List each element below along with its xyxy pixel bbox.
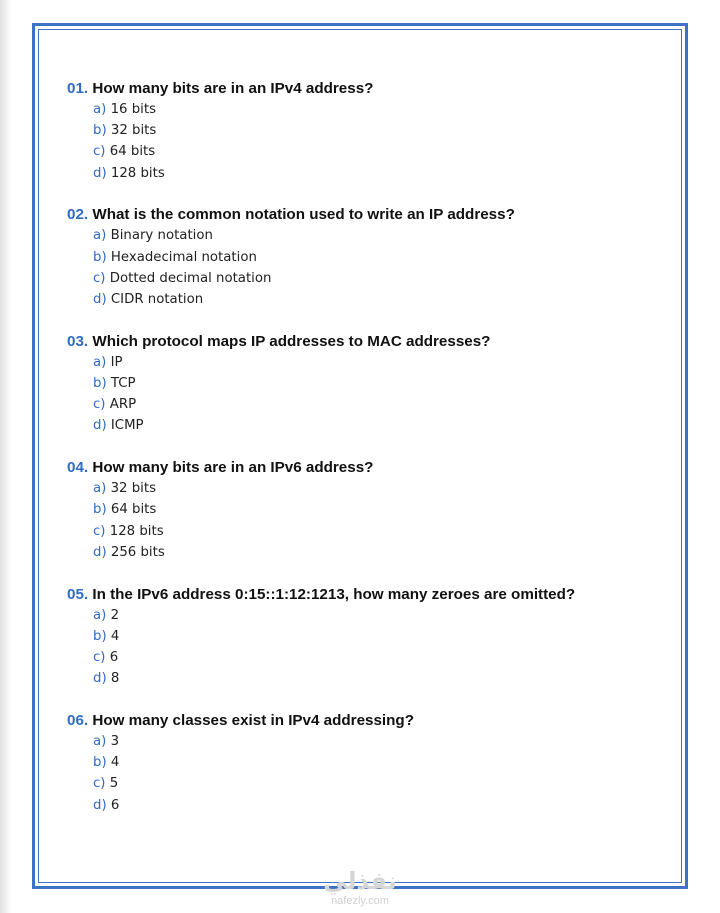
question-1-title	[67, 79, 677, 99]
question-text: How many classes exist in IPv4 addressing?	[92, 711, 414, 729]
option-c	[93, 647, 677, 668]
option-letter: d)	[93, 797, 107, 813]
watermark-site: nafezly.com	[331, 895, 389, 907]
option-text: 8	[110, 671, 120, 687]
option-letter: a)	[93, 354, 107, 370]
option-letter: b)	[93, 628, 107, 644]
question-2	[67, 205, 677, 331]
option-b	[93, 120, 677, 141]
option-letter: a)	[93, 102, 107, 117]
option-text: 6	[109, 649, 119, 665]
option-list	[93, 731, 677, 816]
option-d	[93, 163, 677, 184]
question-number: 06.	[67, 711, 89, 729]
option-a	[93, 731, 677, 752]
option-text: 32 bits	[110, 481, 157, 497]
option-text: 16 bits	[110, 102, 157, 117]
option-text: 128 bits	[110, 165, 165, 181]
option-letter: c)	[93, 776, 106, 792]
option-text: 4	[110, 628, 120, 644]
question-4-title	[67, 458, 677, 478]
option-list	[93, 605, 677, 690]
question-4	[67, 458, 677, 584]
option-text: ICMP	[110, 418, 144, 434]
option-text: 32 bits	[110, 123, 157, 139]
option-text: 64 bits	[109, 144, 156, 160]
question-text: What is the common notation used to write an IP address?	[92, 206, 515, 224]
option-d	[93, 415, 677, 436]
option-letter: d)	[93, 544, 107, 560]
question-2-title	[67, 205, 677, 225]
watermark	[0, 868, 720, 908]
option-b	[93, 373, 677, 394]
question-number: 05.	[67, 585, 89, 603]
option-text: 5	[109, 776, 119, 792]
option-c	[93, 268, 677, 289]
question-1	[67, 79, 677, 205]
option-text: CIDR notation	[110, 292, 204, 307]
option-letter: d)	[93, 418, 107, 434]
option-text: TCP	[110, 375, 136, 391]
question-text: How many bits are in an IPv4 address?	[92, 80, 374, 97]
option-letter: c)	[93, 270, 106, 286]
option-letter: d)	[93, 671, 107, 687]
question-3-title	[67, 332, 677, 352]
option-letter: a)	[93, 607, 107, 623]
option-d	[93, 289, 677, 310]
option-letter: b)	[93, 249, 107, 265]
option-list	[93, 478, 677, 563]
option-text: Binary notation	[110, 228, 213, 244]
option-letter: a)	[93, 228, 107, 244]
option-text: ARP	[109, 397, 137, 413]
question-number: 01.	[67, 80, 89, 97]
option-letter: c)	[93, 144, 106, 160]
option-letter: d)	[93, 165, 107, 181]
option-letter: b)	[93, 755, 107, 771]
question-text: Which protocol maps IP addresses to MAC addresses?	[92, 332, 491, 350]
question-3	[67, 332, 677, 458]
option-list	[93, 225, 677, 310]
question-5-title	[67, 585, 677, 605]
option-a	[93, 352, 677, 373]
option-letter: a)	[93, 481, 107, 497]
option-list	[93, 99, 677, 184]
question-text: How many bits are in an IPv6 address?	[92, 459, 374, 477]
option-a	[93, 478, 677, 499]
option-text: Dotted decimal notation	[109, 270, 272, 286]
question-number: 04.	[67, 459, 89, 477]
option-list	[93, 352, 677, 437]
option-c	[93, 773, 677, 794]
option-a	[93, 99, 677, 120]
option-text: 6	[110, 797, 120, 813]
option-letter: c)	[93, 649, 106, 665]
option-b	[93, 499, 677, 520]
question-list	[67, 79, 677, 837]
option-d	[93, 795, 677, 816]
option-b	[93, 626, 677, 647]
option-b	[93, 247, 677, 268]
option-text: Hexadecimal notation	[110, 249, 257, 265]
question-5	[67, 585, 677, 711]
option-text: 4	[110, 755, 120, 771]
option-d	[93, 542, 677, 563]
option-c	[93, 394, 677, 415]
question-number: 02.	[67, 206, 89, 224]
question-text: In the IPv6 address 0:15::1:12:1213, how many zeroes are omitted?	[92, 585, 576, 603]
option-c	[93, 141, 677, 162]
option-c	[93, 521, 677, 542]
option-letter: c)	[93, 523, 106, 539]
option-text: 64 bits	[110, 502, 157, 518]
watermark-logo: نفذلي	[323, 867, 397, 895]
option-text: IP	[110, 354, 123, 370]
option-text: 3	[110, 733, 120, 749]
option-a	[93, 225, 677, 246]
option-letter: b)	[93, 502, 107, 518]
option-a	[93, 605, 677, 626]
option-text: 2	[110, 607, 120, 623]
question-6	[67, 711, 677, 837]
option-letter: d)	[93, 292, 107, 307]
option-text: 256 bits	[110, 544, 165, 560]
option-letter: b)	[93, 123, 107, 139]
option-text: 128 bits	[109, 523, 164, 539]
option-letter: b)	[93, 375, 107, 391]
option-letter: a)	[93, 733, 107, 749]
option-letter: c)	[93, 397, 106, 413]
option-b	[93, 752, 677, 773]
question-6-title	[67, 711, 677, 731]
option-d	[93, 668, 677, 689]
page-edge-shadow	[0, 0, 12, 913]
question-number: 03.	[67, 332, 89, 350]
